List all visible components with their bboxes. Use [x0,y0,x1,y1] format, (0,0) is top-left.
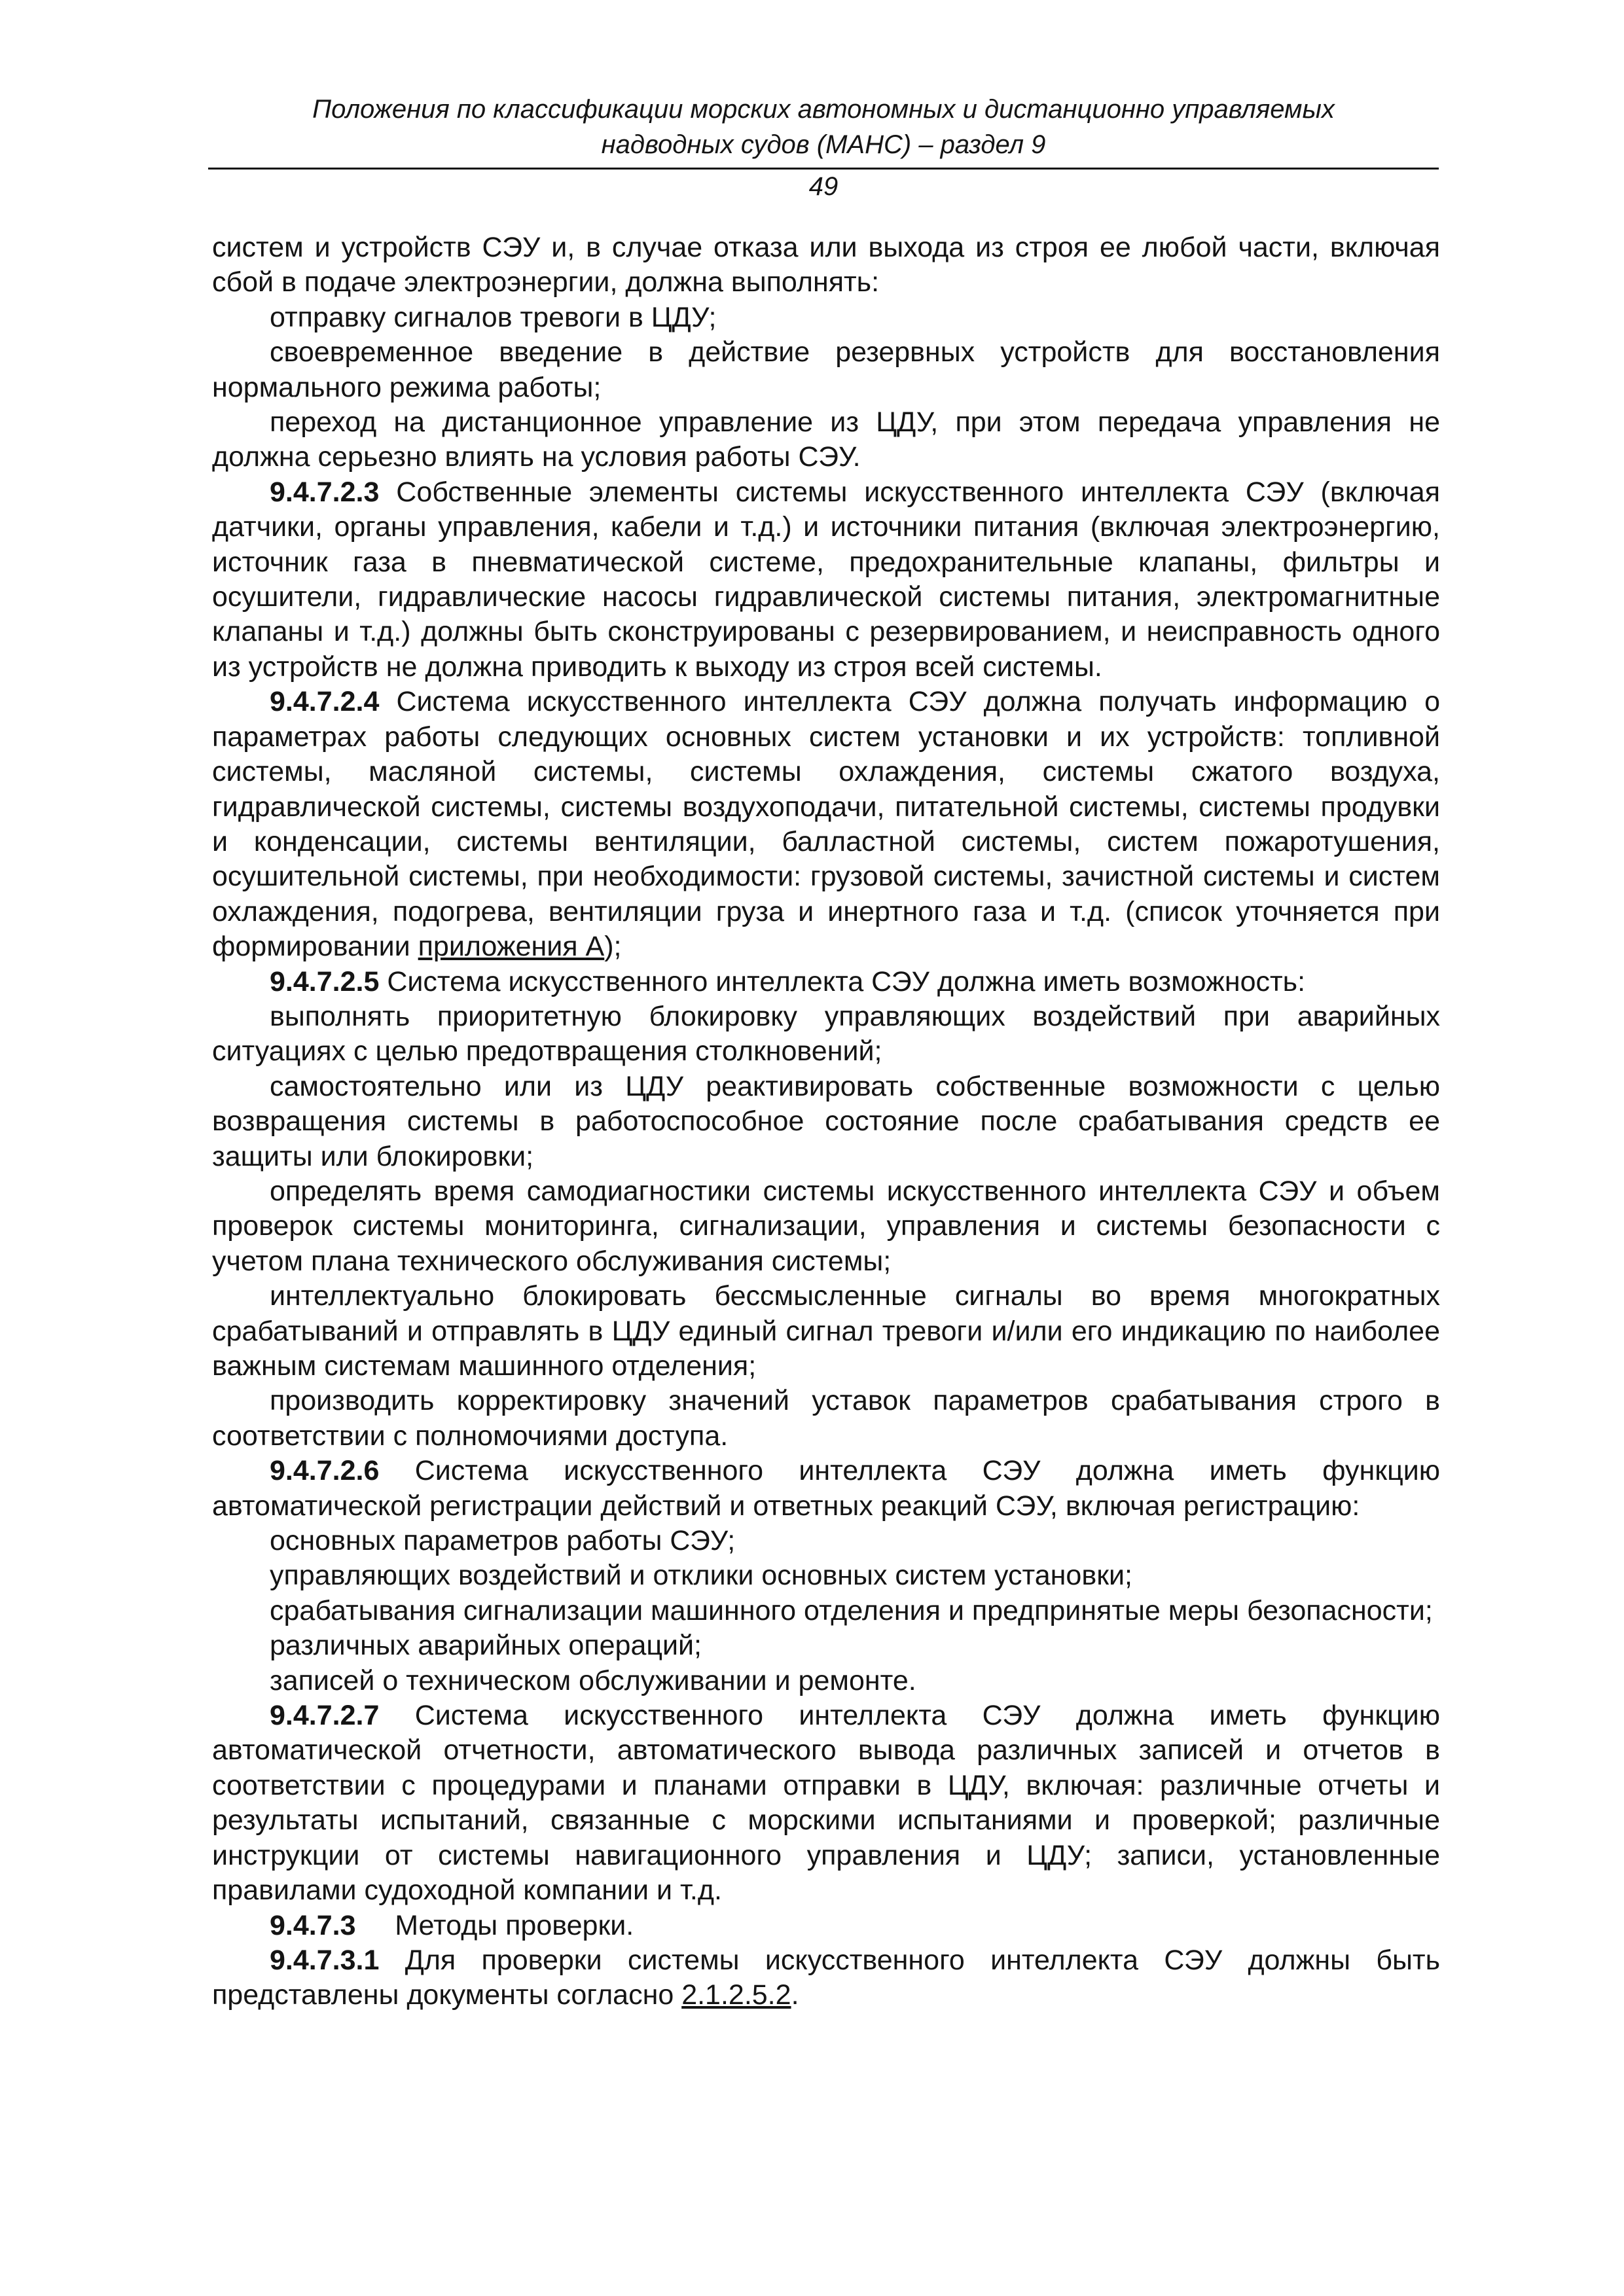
clause-9-4-7-2-7 [212,1698,1440,1908]
clause-9-4-7-2-5 [212,965,1440,999]
clause-text: Система искусственного интеллекта СЭУ должна иметь функцию автоматической регистрации действий и ответных реакций СЭУ, включая регистрацию: [212,1455,1440,1522]
appendix-a-link[interactable]: приложения А [418,931,605,963]
clause-9-4-7-3-1 [212,1943,1440,2013]
clause-text: Для проверки системы искусственного интеллекта СЭУ должны быть представлены документы согласно [212,1944,1440,2011]
list-item: записей о техническом обслуживании и ремонте. [270,1664,916,1696]
clause-number: 9.4.7.2.6 [270,1455,380,1487]
list-item: срабатывания сигнализации машинного отделения и предпринятые меры безопасности; [270,1594,1433,1626]
clause-9-4-7-2-4 [212,685,1440,964]
list-item: отправку сигналов тревоги в ЦДУ; [270,301,717,333]
clause-text-end: . [791,1979,799,2011]
clause-text: Система искусственного интеллекта СЭУ должна получать информацию о параметрах работы следующих основных систем установки и их устройств: топливной системы, масляной системы, системы охлаждения, системы сжатого воздуха, гидравлической системы, системы воздухоподачи, питательной системы, системы продувки и конденсации, системы вентиляции, балластной системы, систем пожаротушения, осушительной системы, при необходимости: грузовой системы, зачистной системы и систем охлаждения, подогрева, вентиляции груза и инертного газа и т.д. (список уточняется при формировании [212,686,1440,963]
clause-number: 9.4.7.3.1 [270,1944,380,1976]
clause-9-4-7-3 [212,1909,1440,1943]
list-item: интеллектуально блокировать бессмысленные сигналы во время многократных срабатываний и отправлять в ЦДУ единый сигнал тревоги и/или его индикацию по наиболее важным системам машинного отделения; [212,1280,1440,1382]
section-reference-link[interactable]: 2.1.2.5.2 [681,1979,791,2011]
list-item: переход на дистанционное управление из ЦДУ, при этом передача управления не должна серьезно влиять на условия работы СЭУ. [212,406,1440,473]
list-item: самостоятельно или из ЦДУ реактивировать собственные возможности с целью возвращения системы в работоспособное состояние после срабатывания средств ее защиты или блокировки; [212,1070,1440,1172]
header-line-1: Положения по классификации морских автономных и дистанционно управляемых [312,95,1335,124]
clause-number: 9.4.7.2.4 [270,686,380,718]
clause-number: 9.4.7.2.7 [270,1700,380,1732]
clause-text: Собственные элементы системы искусственного интеллекта СЭУ (включая датчики, органы управления, кабели и т.д.) и источники питания (включая электроэнергию, источник газа в пневматической системе, предохранительные клапаны, фильтры и осушители, гидравлические насосы гидравлической системы питания, электромагнитные клапаны и т.д.) должны быть сконструированы с резервированием, и неисправность одного из устройств не должна приводить к выходу из строя всей системы. [212,476,1440,683]
page-number: 49 [808,172,839,201]
clause-text: Методы проверки. [355,1909,634,1941]
list-item: производить корректировку значений уставок параметров срабатывания строго в соответствии с полномочиями доступа. [212,1385,1440,1452]
list-item: основных параметров работы СЭУ; [270,1525,736,1557]
clause-number: 9.4.7.2.3 [270,476,380,508]
body-text [212,230,1440,2013]
clause-text: Система искусственного интеллекта СЭУ должна иметь функцию автоматической отчетности, автоматического вывода различных записей и отчетов в соответствии с процедурами и планами отправки в ЦДУ, включая: различные отчеты и результаты испытаний, связанные с морскими испытаниями и проверкой; различные инструкции от системы навигационного управления и ЦДУ; записи, установленные правилами судоходной компании и т.д. [212,1700,1440,1907]
clause-text: Система искусственного интеллекта СЭУ должна иметь возможность: [379,965,1306,997]
clause-9-4-7-2-3 [212,475,1440,685]
clause-number: 9.4.7.3 [270,1909,356,1941]
paragraph: систем и устройств СЭУ и, в случае отказа или выхода из строя ее любой части, включая сбой в подаче электроэнергии, должна выполнять: [212,232,1440,298]
list-item: своевременное введение в действие резервных устройств для восстановления нормального режима работы; [212,336,1440,403]
clause-number: 9.4.7.2.5 [270,965,380,997]
running-header [208,92,1439,162]
list-item: определять время самодиагностики системы искусственного интеллекта СЭУ и объем проверок системы мониторинга, сигнализации, управления и системы безопасности с учетом плана технического обслуживания системы; [212,1175,1440,1277]
list-item: выполнять приоритетную блокировку управляющих воздействий при аварийных ситуациях с целью предотвращения столкновений; [212,1000,1440,1067]
clause-9-4-7-2-6 [212,1454,1440,1524]
list-item: различных аварийных операций; [270,1630,702,1662]
clause-text-end: ); [604,931,622,963]
list-item: управляющих воздействий и отклики основных систем установки; [270,1560,1132,1592]
header-line-2: надводных судов (МАНС) – раздел 9 [601,130,1046,159]
